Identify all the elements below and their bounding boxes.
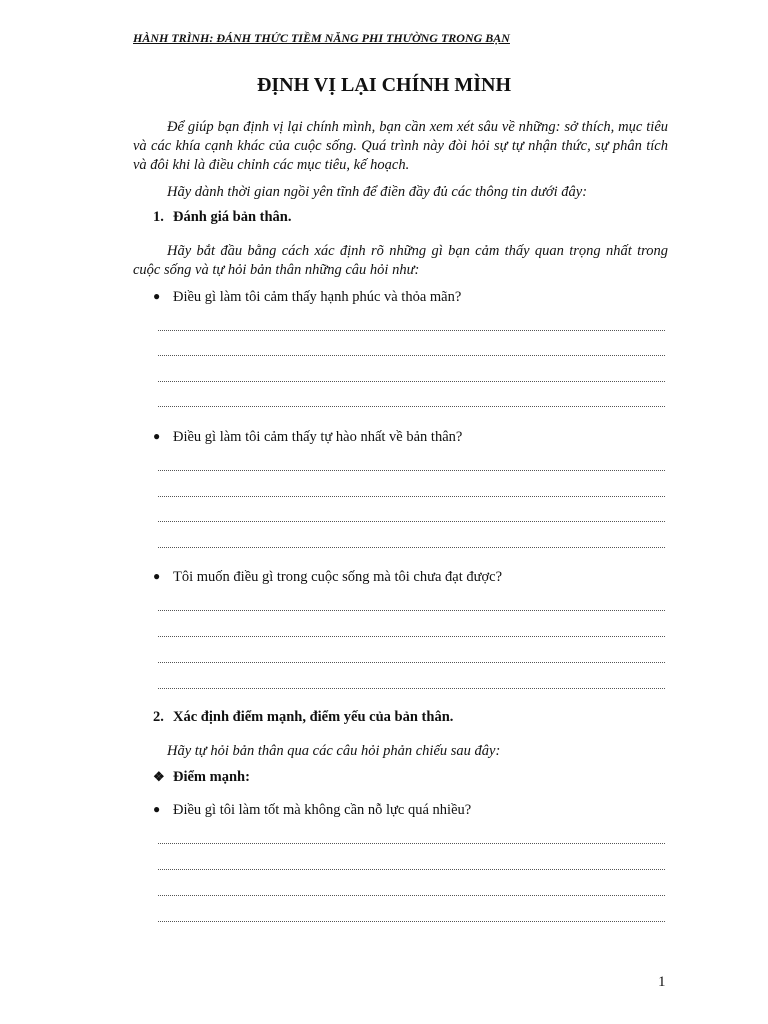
section-1-title: Đánh giá bản thân.	[173, 209, 292, 225]
answer-line[interactable]	[158, 547, 665, 548]
strengths-subheading	[153, 769, 250, 786]
question-2	[153, 429, 462, 446]
answer-line[interactable]	[158, 381, 665, 382]
section-2-intro-text: Hãy tự hỏi bản thân qua các câu hỏi phản chiếu sau đây:	[167, 743, 501, 759]
question-2-text: Điều gì làm tôi cảm thấy tự hào nhất về bản thân?	[173, 429, 463, 445]
running-header: HÀNH TRÌNH: ĐÁNH THỨC TIỀM NĂNG PHI THƯỜNG TRONG BẠN	[133, 31, 510, 45]
answer-line[interactable]	[158, 688, 665, 689]
section-2-number: 2.	[153, 709, 164, 725]
section-1-heading	[153, 209, 291, 226]
answer-line[interactable]	[158, 470, 665, 471]
section-1-intro	[133, 242, 668, 280]
question-1-text: Điều gì làm tôi cảm thấy hạnh phúc và thỏa mãn?	[173, 289, 462, 305]
bullet-icon: ●	[153, 289, 161, 303]
question-4-text: Điều gì tôi làm tốt mà không cần nỗ lực quá nhiều?	[173, 802, 472, 818]
page-number: 1	[658, 974, 666, 990]
answer-line[interactable]	[158, 843, 665, 844]
answer-line[interactable]	[158, 662, 665, 663]
answer-line[interactable]	[158, 610, 665, 611]
section-1-number: 1.	[153, 209, 164, 225]
answer-line[interactable]	[158, 496, 665, 497]
answer-line[interactable]	[158, 355, 665, 356]
diamond-bullet-icon: ❖	[153, 769, 165, 784]
intro-instruction-text: Hãy dành thời gian ngồi yên tĩnh để điền đầy đủ các thông tin dưới đây:	[167, 184, 588, 200]
section-2-intro	[133, 742, 668, 761]
question-1	[153, 289, 461, 306]
section-2-heading	[153, 709, 453, 726]
question-3-text: Tôi muốn điều gì trong cuộc sống mà tôi chưa đạt được?	[173, 569, 503, 585]
question-3	[153, 569, 502, 586]
section-1-intro-text: Hãy bắt đầu bằng cách xác định rõ những gì bạn cảm thấy quan trọng nhất trong cuộc sống và tự hỏi bản thân những câu hỏi như:	[133, 243, 668, 278]
answer-line[interactable]	[158, 895, 665, 896]
bullet-icon: ●	[153, 802, 161, 816]
question-4	[153, 802, 471, 819]
answer-line[interactable]	[158, 521, 665, 522]
answer-line[interactable]	[158, 330, 665, 331]
intro-paragraph-text: Để giúp bạn định vị lại chính mình, bạn cần xem xét sâu về những: sở thích, mục tiêu và các khía cạnh khác của cuộc sống. Quá trình này đòi hỏi sự tự nhận thức, sự phân tích và đôi khi là điều chỉnh các mục tiêu, kế hoạch.	[133, 119, 668, 173]
answer-line[interactable]	[158, 406, 665, 407]
strengths-subheading-text: Điểm mạnh:	[173, 769, 250, 785]
intro-instruction	[133, 183, 668, 202]
page-title: ĐỊNH VỊ LẠI CHÍNH MÌNH	[256, 74, 512, 96]
answer-line[interactable]	[158, 636, 665, 637]
answer-line[interactable]	[158, 921, 665, 922]
section-2-title: Xác định điểm mạnh, điểm yếu của bản thân.	[173, 709, 454, 725]
answer-line[interactable]	[158, 869, 665, 870]
bullet-icon: ●	[153, 569, 161, 583]
bullet-icon: ●	[153, 429, 161, 443]
intro-paragraph	[133, 118, 668, 175]
